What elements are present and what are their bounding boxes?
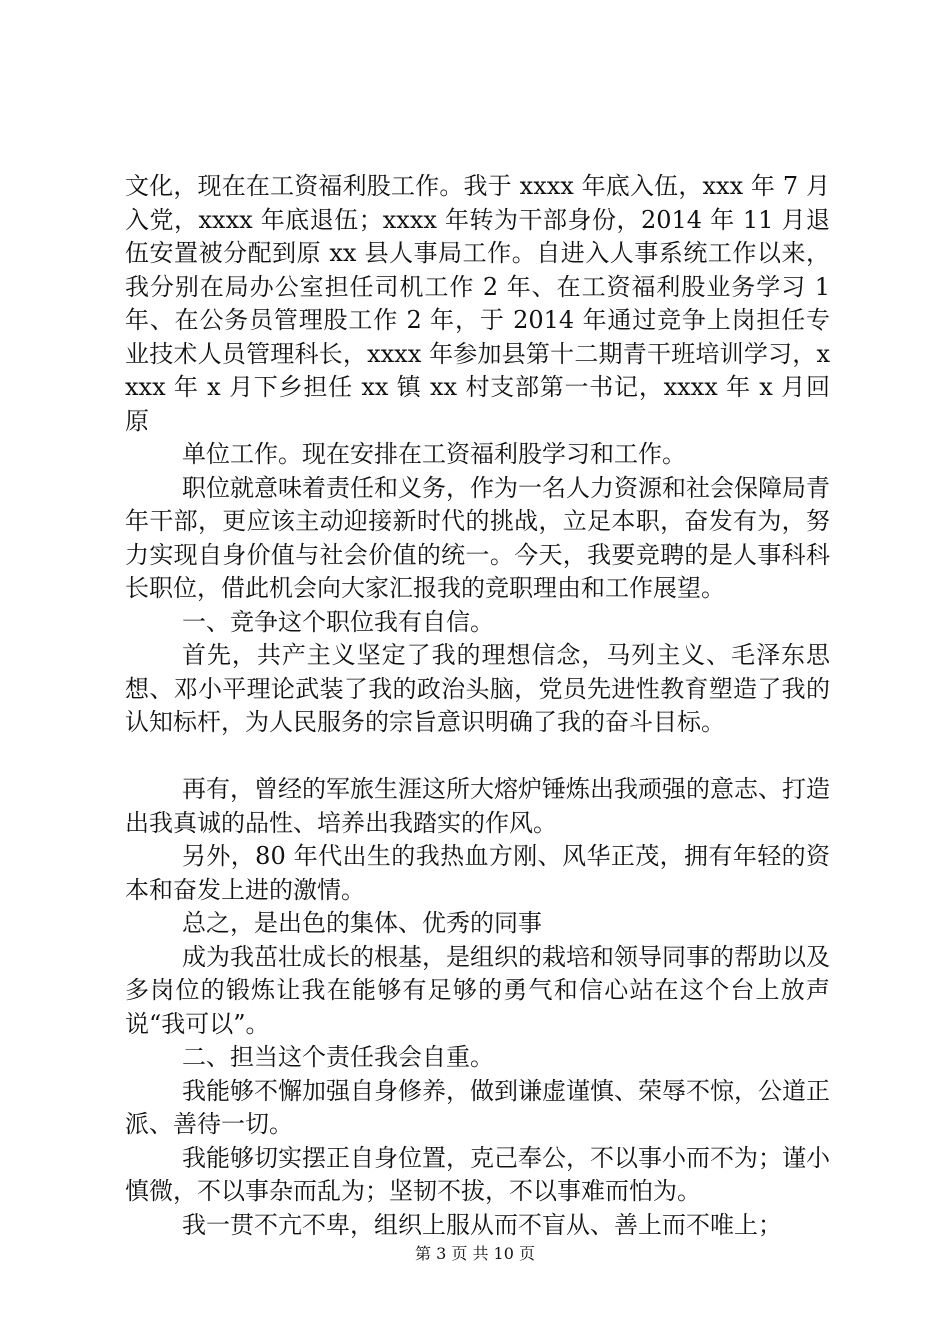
paragraph: 我一贯不亢不卑，组织上服从而不盲从、善上而不唯上； xyxy=(182,1210,782,1239)
paragraph-gap xyxy=(125,740,830,774)
paragraph: 成为我茁壮成长的根基，是组织的栽培和领导同事的帮助以及多岗位的锻炼让我在能够有足够的勇气和信心站在这个台上放声说“我可以”。 xyxy=(125,942,830,1038)
paragraph-heading: 一、竞争这个职位我有自信。 xyxy=(182,607,494,636)
paragraph: 我能够切实摆正自身位置，克己奉公，不以事小而不为；谨小慎微，不以事杂而乱为；坚韧不拔，不以事难而怕为。 xyxy=(125,1143,830,1205)
paragraph: 单位工作。现在安排在工资福利股学习和工作。 xyxy=(182,440,686,468)
document-body xyxy=(125,170,830,1242)
paragraph: 文化，现在在工资福利股工作。我于 xxxx 年底入伍，xxx 年 7 月入党，xxxx 年底退伍；xxxx 年转为干部身份，2014 年 11 月退伍安置被分配到原 xx 县人事局工作。自进入人事系统工作以来，我分别在局办公室担任司机工作 2 年、在工资福利股业务学习 1 年、在公务员管理股工作 2 年，于 2014 年通过竞争上岗担任专业技术人员管理科长，xxxx 年参加县第十二期青干班培训学习，xxxx 年 x 月下乡担任 xx 镇 xx 村支部第一书记，xxxx 年 x 月回原 xyxy=(125,172,830,435)
paragraph-heading: 二、担当这个责任我会自重。 xyxy=(182,1043,494,1071)
paragraph: 首先，共产主义坚定了我的理想信念，马列主义、毛泽东思想、邓小平理论武装了我的政治头脑，党员先进性教育塑造了我的认知标杆，为人民服务的宗旨意识明确了我的奋斗目标。 xyxy=(125,641,830,736)
paragraph: 总之，是出色的集体、优秀的同事 xyxy=(182,909,542,937)
page-number-footer: 第 3 页 共 10 页 xyxy=(415,1244,535,1263)
paragraph: 我能够不懈加强自身修养，做到谦虚谨慎、荣辱不惊，公道正派、善待一切。 xyxy=(125,1076,830,1138)
paragraph: 另外，80 年代出生的我热血方刚、风华正茂，拥有年轻的资本和奋发上进的激情。 xyxy=(125,842,830,904)
paragraph: 职位就意味着责任和义务，作为一名人力资源和社会保障局青年干部，更应该主动迎接新时代的挑战，立足本职，奋发有为，努力实现自身价值与社会价值的统一。今天，我要竞聘的是人事科科长职位，借此机会向大家汇报我的竞职理由和工作展望。 xyxy=(125,473,830,602)
paragraph: 再有，曾经的军旅生涯这所大熔炉锤炼出我顽强的意志、打造出我真诚的品性、培养出我踏实的作风。 xyxy=(125,775,830,837)
